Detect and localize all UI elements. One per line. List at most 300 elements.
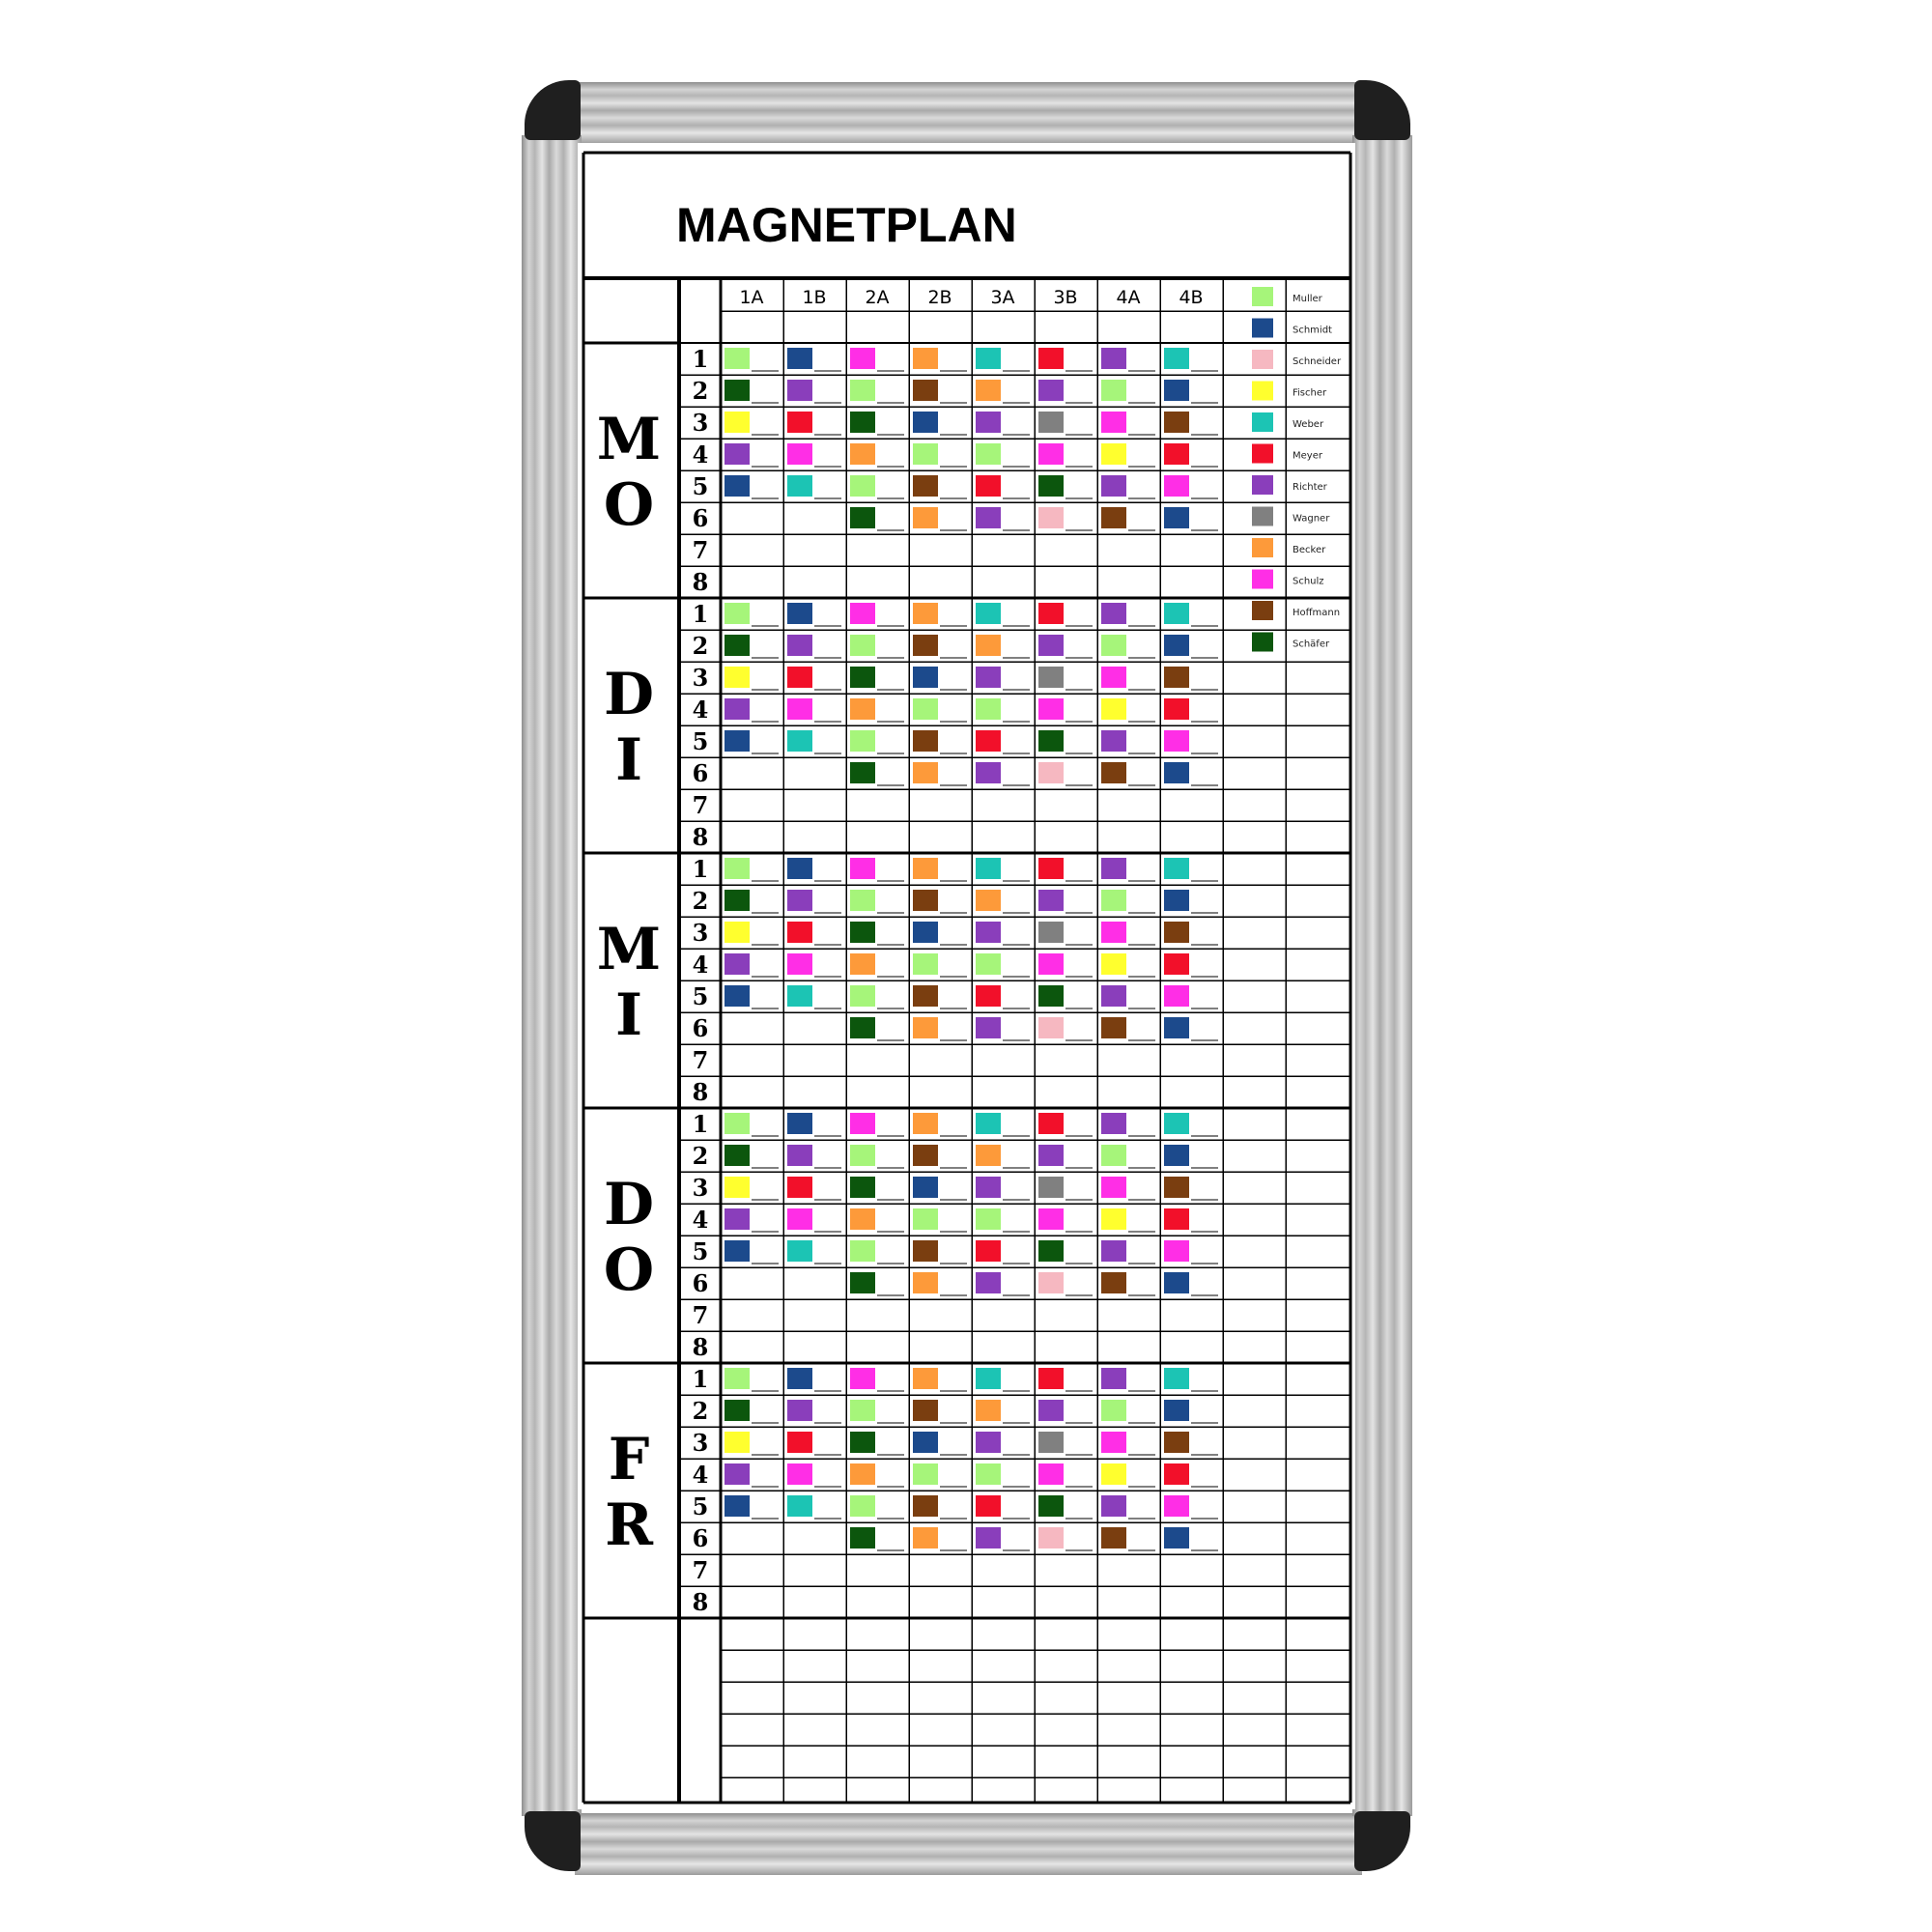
magnet-magenta[interactable] <box>850 603 875 624</box>
magnet-red[interactable] <box>787 922 812 943</box>
magnet-teal[interactable] <box>787 730 812 752</box>
magnet-darkgreen[interactable] <box>850 1177 875 1198</box>
magnet-red[interactable] <box>787 667 812 688</box>
legend-swatch-lightgreen <box>1252 287 1273 306</box>
magnet-lightgreen[interactable] <box>850 985 875 1007</box>
magnet-yellow[interactable] <box>724 1432 750 1453</box>
magnet-purple[interactable] <box>787 380 812 401</box>
legend-swatch-brown <box>1252 601 1273 620</box>
magnet-purple[interactable] <box>976 922 1001 943</box>
magnet-purple[interactable] <box>787 1400 812 1421</box>
magnet-orange[interactable] <box>850 953 875 975</box>
magnet-purple[interactable] <box>976 412 1001 433</box>
magnet-yellow[interactable] <box>1101 1208 1126 1230</box>
magnet-lightgreen[interactable] <box>850 635 875 656</box>
period-number: 8 <box>692 568 709 596</box>
magnet-purple[interactable] <box>1101 858 1126 879</box>
magnet-lightgreen[interactable] <box>913 953 938 975</box>
magnet-orange[interactable] <box>976 635 1001 656</box>
magnet-magenta[interactable] <box>1164 475 1189 497</box>
legend-name: Schmidt <box>1293 325 1332 336</box>
magnet-purple[interactable] <box>1038 1145 1064 1166</box>
magnet-orange[interactable] <box>913 603 938 624</box>
magnet-pink[interactable] <box>1038 1017 1064 1038</box>
legend-name: Becker <box>1293 545 1326 555</box>
period-number: 2 <box>692 632 709 660</box>
magnet-pink[interactable] <box>1038 507 1064 528</box>
magnet-purple[interactable] <box>1101 1240 1126 1262</box>
period-number: 6 <box>692 759 709 787</box>
magnet-darkgreen[interactable] <box>724 635 750 656</box>
magnet-darkgreen[interactable] <box>850 1272 875 1293</box>
magnet-purple[interactable] <box>1101 603 1126 624</box>
magnet-navy[interactable] <box>1164 1527 1189 1548</box>
legend-name: Schäfer <box>1293 639 1330 650</box>
magnet-orange[interactable] <box>976 890 1001 911</box>
magnet-pink[interactable] <box>1038 1527 1064 1548</box>
magnet-gray[interactable] <box>1038 922 1064 943</box>
magnet-magenta[interactable] <box>787 1463 812 1485</box>
magnet-darkgreen[interactable] <box>850 412 875 433</box>
magnet-orange[interactable] <box>913 1272 938 1293</box>
magnet-magenta[interactable] <box>1164 730 1189 752</box>
magnet-orange[interactable] <box>913 1527 938 1548</box>
period-number: 4 <box>692 1206 709 1234</box>
magnet-brown[interactable] <box>913 380 938 401</box>
magnet-red[interactable] <box>1038 348 1064 369</box>
magnet-navy[interactable] <box>724 1240 750 1262</box>
magnet-magenta[interactable] <box>787 1208 812 1230</box>
column-header-4a: 4A <box>1116 287 1141 308</box>
magnet-navy[interactable] <box>913 1432 938 1453</box>
period-number: 3 <box>692 664 709 692</box>
column-header-3a: 3A <box>990 287 1015 308</box>
magnet-magenta[interactable] <box>1101 1177 1126 1198</box>
magnet-darkgreen[interactable] <box>724 1145 750 1166</box>
magnet-brown[interactable] <box>913 635 938 656</box>
legend-swatch-navy <box>1252 319 1273 338</box>
magnet-navy[interactable] <box>787 348 812 369</box>
period-number: 7 <box>692 536 709 564</box>
magnet-purple[interactable] <box>976 762 1001 783</box>
column-header-1b: 1B <box>802 287 827 308</box>
magnet-purple[interactable] <box>1038 1400 1064 1421</box>
magnet-magenta[interactable] <box>1101 667 1126 688</box>
magnet-red[interactable] <box>976 1240 1001 1262</box>
magnet-purple[interactable] <box>976 1527 1001 1548</box>
magnet-brown[interactable] <box>913 1145 938 1166</box>
legend-name: Richter <box>1293 482 1327 493</box>
magnet-navy[interactable] <box>787 1368 812 1389</box>
magnet-lightgreen[interactable] <box>850 475 875 497</box>
magnet-purple[interactable] <box>976 1432 1001 1453</box>
magnet-brown[interactable] <box>1101 1527 1126 1548</box>
magnet-darkgreen[interactable] <box>850 1432 875 1453</box>
period-number: 6 <box>692 504 709 532</box>
magnet-lightgreen[interactable] <box>976 1463 1001 1485</box>
legend-swatch-purple <box>1252 475 1273 495</box>
magnet-magenta[interactable] <box>850 1113 875 1134</box>
day-label-fr: F <box>608 1426 650 1493</box>
period-number: 7 <box>692 791 709 819</box>
magnet-orange[interactable] <box>976 1400 1001 1421</box>
magnet-yellow[interactable] <box>1101 443 1126 465</box>
legend-name: Schneider <box>1293 356 1342 367</box>
magnet-teal[interactable] <box>976 858 1001 879</box>
magnet-brown[interactable] <box>1101 507 1126 528</box>
magnet-lightgreen[interactable] <box>1101 1400 1126 1421</box>
day-label-do: D <box>603 1171 655 1238</box>
magnet-purple[interactable] <box>787 635 812 656</box>
magnet-red[interactable] <box>976 1495 1001 1517</box>
day-label-di: D <box>603 661 655 728</box>
legend-swatch-pink <box>1252 350 1273 369</box>
magnet-lightgreen[interactable] <box>1101 1145 1126 1166</box>
magnet-navy[interactable] <box>724 985 750 1007</box>
magnet-navy[interactable] <box>787 858 812 879</box>
magnet-pink[interactable] <box>1038 762 1064 783</box>
magnet-navy[interactable] <box>1164 380 1189 401</box>
magnet-red[interactable] <box>1038 858 1064 879</box>
magnet-brown[interactable] <box>1164 667 1189 688</box>
magnet-yellow[interactable] <box>724 412 750 433</box>
magnet-yellow[interactable] <box>724 667 750 688</box>
magnet-brown[interactable] <box>1101 1017 1126 1038</box>
magnet-lightgreen[interactable] <box>1101 890 1126 911</box>
magnet-lightgreen[interactable] <box>913 1463 938 1485</box>
period-number: 8 <box>692 1078 709 1106</box>
magnet-red[interactable] <box>1164 953 1189 975</box>
period-number: 1 <box>692 600 709 628</box>
magnet-red[interactable] <box>787 412 812 433</box>
magnet-purple[interactable] <box>1038 890 1064 911</box>
magnet-darkgreen[interactable] <box>1038 1495 1064 1517</box>
magnet-navy[interactable] <box>1164 1272 1189 1293</box>
magnet-magenta[interactable] <box>850 348 875 369</box>
magnet-purple[interactable] <box>1101 730 1126 752</box>
magnet-brown[interactable] <box>913 985 938 1007</box>
magnet-orange[interactable] <box>976 380 1001 401</box>
day-label-do: O <box>603 1236 655 1304</box>
day-label-mi: M <box>596 916 662 983</box>
magnet-orange[interactable] <box>976 1145 1001 1166</box>
magnet-darkgreen[interactable] <box>850 667 875 688</box>
board-title: MAGNETPLAN <box>676 198 1017 252</box>
magnet-purple[interactable] <box>1101 1368 1126 1389</box>
magnet-lightgreen[interactable] <box>913 698 938 720</box>
magnet-magenta[interactable] <box>850 858 875 879</box>
magnet-lightgreen[interactable] <box>976 443 1001 465</box>
magnet-magenta[interactable] <box>1038 1463 1064 1485</box>
period-number: 3 <box>692 409 709 437</box>
period-number: 5 <box>692 727 709 755</box>
magnet-navy[interactable] <box>787 603 812 624</box>
magnet-navy[interactable] <box>1164 890 1189 911</box>
magnet-gray[interactable] <box>1038 667 1064 688</box>
magnet-orange[interactable] <box>850 698 875 720</box>
magnet-darkgreen[interactable] <box>850 507 875 528</box>
period-number: 5 <box>692 1492 709 1520</box>
period-number: 8 <box>692 823 709 851</box>
magnet-magenta[interactable] <box>1038 953 1064 975</box>
magnet-brown[interactable] <box>913 1240 938 1262</box>
magnet-purple[interactable] <box>724 1208 750 1230</box>
period-number: 2 <box>692 1397 709 1425</box>
magnet-yellow[interactable] <box>724 1177 750 1198</box>
period-number: 2 <box>692 377 709 405</box>
magnet-purple[interactable] <box>1101 1495 1126 1517</box>
magnet-teal[interactable] <box>787 985 812 1007</box>
magnet-darkgreen[interactable] <box>850 922 875 943</box>
magnet-purple[interactable] <box>1101 475 1126 497</box>
magnet-teal[interactable] <box>1164 858 1189 879</box>
magnet-orange[interactable] <box>913 1368 938 1389</box>
magnet-darkgreen[interactable] <box>1038 730 1064 752</box>
magnet-orange[interactable] <box>913 762 938 783</box>
magnet-teal[interactable] <box>787 1495 812 1517</box>
magnet-navy[interactable] <box>913 922 938 943</box>
magnet-brown[interactable] <box>1101 1272 1126 1293</box>
period-number: 3 <box>692 1174 709 1202</box>
period-number: 6 <box>692 1524 709 1552</box>
magnet-red[interactable] <box>787 1177 812 1198</box>
magnet-navy[interactable] <box>1164 1145 1189 1166</box>
magnet-gray[interactable] <box>1038 1432 1064 1453</box>
day-label-mo: M <box>596 406 662 473</box>
magnet-purple[interactable] <box>976 507 1001 528</box>
magnet-darkgreen[interactable] <box>850 1527 875 1548</box>
magnet-darkgreen[interactable] <box>724 1400 750 1421</box>
magnet-purple[interactable] <box>976 1272 1001 1293</box>
magnet-lightgreen[interactable] <box>976 1208 1001 1230</box>
magnet-red[interactable] <box>1038 1368 1064 1389</box>
magnet-navy[interactable] <box>1164 762 1189 783</box>
period-number: 1 <box>692 855 709 883</box>
magnet-navy[interactable] <box>1164 635 1189 656</box>
legend-name: Meyer <box>1293 450 1322 462</box>
magnet-orange[interactable] <box>913 1017 938 1038</box>
magnet-purple[interactable] <box>724 698 750 720</box>
magnet-lightgreen[interactable] <box>850 890 875 911</box>
magnet-navy[interactable] <box>913 412 938 433</box>
period-number: 4 <box>692 696 709 724</box>
magnet-lightgreen[interactable] <box>724 348 750 369</box>
magnet-red[interactable] <box>787 1432 812 1453</box>
magnet-teal[interactable] <box>976 1113 1001 1134</box>
period-number: 4 <box>692 951 709 979</box>
magnet-magenta[interactable] <box>1101 1432 1126 1453</box>
magnet-yellow[interactable] <box>1101 698 1126 720</box>
legend-swatch-teal <box>1252 412 1273 432</box>
magnet-lightgreen[interactable] <box>913 1208 938 1230</box>
magnet-pink[interactable] <box>1038 1272 1064 1293</box>
magnet-magenta[interactable] <box>1038 698 1064 720</box>
period-number: 8 <box>692 1333 709 1361</box>
magnet-orange[interactable] <box>913 507 938 528</box>
magnet-gray[interactable] <box>1038 412 1064 433</box>
magnet-brown[interactable] <box>913 475 938 497</box>
magnet-orange[interactable] <box>913 348 938 369</box>
day-label-mi: I <box>614 981 643 1049</box>
magnet-purple[interactable] <box>976 1017 1001 1038</box>
period-number: 5 <box>692 472 709 500</box>
magnet-navy[interactable] <box>1164 1400 1189 1421</box>
magnet-lightgreen[interactable] <box>1101 380 1126 401</box>
magnet-red[interactable] <box>1164 698 1189 720</box>
magnet-purple[interactable] <box>1101 1113 1126 1134</box>
magnet-lightgreen[interactable] <box>850 1240 875 1262</box>
magnet-teal[interactable] <box>787 1240 812 1262</box>
magnet-purple[interactable] <box>787 1145 812 1166</box>
magnet-lightgreen[interactable] <box>976 953 1001 975</box>
magnet-navy[interactable] <box>724 730 750 752</box>
magnet-navy[interactable] <box>913 667 938 688</box>
magnet-lightgreen[interactable] <box>850 1145 875 1166</box>
magnet-lightgreen[interactable] <box>724 1113 750 1134</box>
magnet-navy[interactable] <box>724 475 750 497</box>
magnet-orange[interactable] <box>913 1113 938 1134</box>
magnet-magenta[interactable] <box>850 1368 875 1389</box>
magnet-purple[interactable] <box>1101 985 1126 1007</box>
magnet-red[interactable] <box>1038 603 1064 624</box>
magnet-navy[interactable] <box>1164 507 1189 528</box>
magnet-red[interactable] <box>1164 1208 1189 1230</box>
magnet-red[interactable] <box>976 985 1001 1007</box>
period-number: 7 <box>692 1556 709 1584</box>
magnet-lightgreen[interactable] <box>724 858 750 879</box>
magnet-magenta[interactable] <box>1101 412 1126 433</box>
magnet-yellow[interactable] <box>1101 1463 1126 1485</box>
magnet-teal[interactable] <box>1164 1368 1189 1389</box>
magnet-magenta[interactable] <box>787 953 812 975</box>
magnet-purple[interactable] <box>1038 635 1064 656</box>
magnet-lightgreen[interactable] <box>724 603 750 624</box>
day-label-fr: R <box>605 1492 653 1559</box>
magnet-darkgreen[interactable] <box>1038 1240 1064 1262</box>
period-number: 3 <box>692 919 709 947</box>
magnet-purple[interactable] <box>1101 348 1126 369</box>
magnet-magenta[interactable] <box>787 698 812 720</box>
legend-swatch-red <box>1252 444 1273 464</box>
legend-swatch-yellow <box>1252 382 1273 401</box>
magnet-brown[interactable] <box>1101 762 1126 783</box>
magnet-yellow[interactable] <box>724 922 750 943</box>
magnet-magenta[interactable] <box>1164 1240 1189 1262</box>
magnet-orange[interactable] <box>850 1208 875 1230</box>
period-number: 1 <box>692 1365 709 1393</box>
period-number: 7 <box>692 1046 709 1074</box>
magnet-teal[interactable] <box>976 603 1001 624</box>
column-header-2a: 2A <box>865 287 890 308</box>
magnet-teal[interactable] <box>787 475 812 497</box>
magnet-red[interactable] <box>1164 1463 1189 1485</box>
magnet-lightgreen[interactable] <box>850 380 875 401</box>
magnet-darkgreen[interactable] <box>724 890 750 911</box>
magnet-gray[interactable] <box>1038 1177 1064 1198</box>
magnet-darkgreen[interactable] <box>1038 475 1064 497</box>
period-number: 7 <box>692 1301 709 1329</box>
magnet-magenta[interactable] <box>1038 443 1064 465</box>
legend-swatch-gray <box>1252 507 1273 526</box>
period-number: 4 <box>692 440 709 469</box>
magnet-red[interactable] <box>976 730 1001 752</box>
magnet-purple[interactable] <box>724 1463 750 1485</box>
magnet-brown[interactable] <box>913 1495 938 1517</box>
magnet-darkgreen[interactable] <box>850 762 875 783</box>
magnet-navy[interactable] <box>1164 1017 1189 1038</box>
magnet-brown[interactable] <box>1164 922 1189 943</box>
magnet-purple[interactable] <box>976 667 1001 688</box>
magnet-purple[interactable] <box>724 953 750 975</box>
period-number: 3 <box>692 1429 709 1457</box>
magnet-lightgreen[interactable] <box>724 1368 750 1389</box>
legend-name: Weber <box>1293 419 1324 430</box>
period-number: 6 <box>692 1014 709 1042</box>
magnet-lightgreen[interactable] <box>850 1495 875 1517</box>
magnet-magenta[interactable] <box>1164 1495 1189 1517</box>
period-number: 1 <box>692 345 709 373</box>
column-header-1a: 1A <box>739 287 764 308</box>
magnet-purple[interactable] <box>787 890 812 911</box>
day-label-di: I <box>614 726 643 794</box>
magnet-brown[interactable] <box>1164 412 1189 433</box>
magnet-purple[interactable] <box>724 443 750 465</box>
magnet-brown[interactable] <box>1164 1177 1189 1198</box>
column-header-4b: 4B <box>1179 287 1204 308</box>
magnet-darkgreen[interactable] <box>1038 985 1064 1007</box>
magnet-red[interactable] <box>1164 443 1189 465</box>
magnet-darkgreen[interactable] <box>850 1017 875 1038</box>
magnet-purple[interactable] <box>1038 380 1064 401</box>
magnet-red[interactable] <box>1038 1113 1064 1134</box>
magnet-lightgreen[interactable] <box>1101 635 1126 656</box>
magnet-teal[interactable] <box>976 1368 1001 1389</box>
magnet-magenta[interactable] <box>1164 985 1189 1007</box>
period-number: 6 <box>692 1269 709 1297</box>
magnet-lightgreen[interactable] <box>850 730 875 752</box>
magnet-orange[interactable] <box>850 443 875 465</box>
magnet-brown[interactable] <box>1164 1432 1189 1453</box>
period-number: 8 <box>692 1588 709 1616</box>
magnet-magenta[interactable] <box>1038 1208 1064 1230</box>
magnet-brown[interactable] <box>913 730 938 752</box>
magnet-navy[interactable] <box>724 1495 750 1517</box>
magnet-magenta[interactable] <box>1101 922 1126 943</box>
period-number: 2 <box>692 1142 709 1170</box>
magnet-lightgreen[interactable] <box>913 443 938 465</box>
magnet-teal[interactable] <box>1164 1113 1189 1134</box>
magnet-teal[interactable] <box>1164 348 1189 369</box>
magnet-magenta[interactable] <box>787 443 812 465</box>
magnet-red[interactable] <box>976 475 1001 497</box>
magnet-brown[interactable] <box>913 1400 938 1421</box>
magnet-navy[interactable] <box>787 1113 812 1134</box>
magnet-navy[interactable] <box>913 1177 938 1198</box>
period-number: 5 <box>692 1237 709 1265</box>
magnet-yellow[interactable] <box>1101 953 1126 975</box>
magnet-lightgreen[interactable] <box>976 698 1001 720</box>
magnet-lightgreen[interactable] <box>850 1400 875 1421</box>
column-header-3b: 3B <box>1053 287 1078 308</box>
magnet-brown[interactable] <box>913 890 938 911</box>
magnet-orange[interactable] <box>913 858 938 879</box>
magnet-darkgreen[interactable] <box>724 380 750 401</box>
magnet-orange[interactable] <box>850 1463 875 1485</box>
magnet-purple[interactable] <box>976 1177 1001 1198</box>
legend-name: Muller <box>1293 294 1322 304</box>
magnet-teal[interactable] <box>976 348 1001 369</box>
magnet-teal[interactable] <box>1164 603 1189 624</box>
